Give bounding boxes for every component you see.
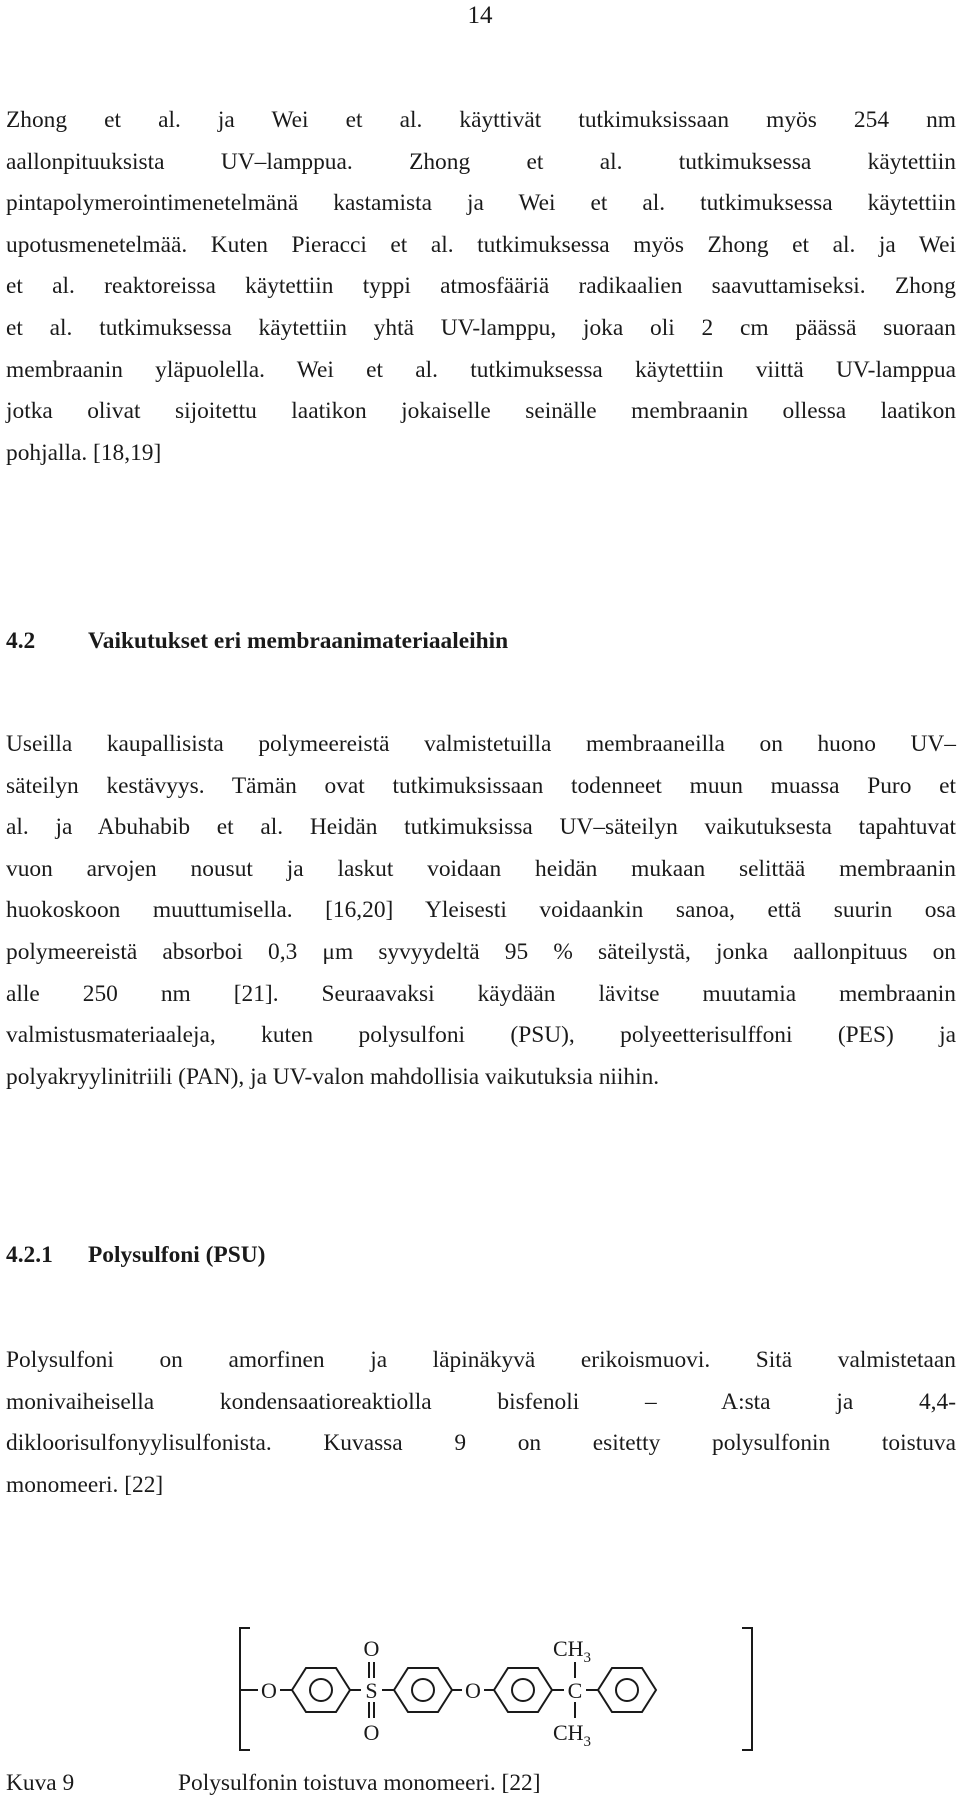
text-line: al. ja Abuhabib et al. Heidän tutkimuksissa UV–säteilyn vaikutuksesta tapahtuvat: [6, 814, 956, 841]
figure-caption: [6, 1768, 541, 1798]
text-line: Polysulfoni on amorfinen ja läpinäkyvä erikoismuovi. Sitä valmistetaan: [6, 1347, 956, 1373]
benzene-ring-1: [292, 1668, 350, 1712]
methyl-top-label: CH: [552, 1636, 584, 1661]
sulfur-atom: S: [365, 1678, 378, 1703]
figure-caption-label: Kuva 9: [6, 1770, 75, 1796]
benzene-ring-2: [394, 1668, 452, 1712]
text-line: huokoskoon muuttumisella. [16,20] Yleisesti voidaankin sanoa, että suurin osa: [6, 897, 956, 924]
figure-caption-text: Polysulfonin toistuva monomeeri. [22]: [178, 1770, 541, 1796]
text-line: et al. tutkimuksessa käytettiin yhtä UV-lamppu, joka oli 2 cm päässä suoraan: [6, 314, 956, 341]
text-line: dikloorisulfonyylisulfonista. Kuvassa 9 on esitetty polysulfonin toistuva: [6, 1430, 956, 1457]
text-line: upotusmenetelmää. Kuten Pieracci et al. tutkimuksessa myös Zhong et al. ja Wei: [6, 231, 956, 258]
methyl-bottom-group: [553, 1720, 591, 1750]
text-line: monivaiheisella kondensaatioreaktiolla bisfenoli – A:sta ja 4,4-: [6, 1388, 956, 1415]
text-line: pohjalla. [18,19]: [6, 439, 162, 466]
oxygen-top-atom: O: [363, 1636, 380, 1661]
section-heading-4-2: [6, 626, 508, 656]
text-line: polymeereistä absorboi 0,3 μm syvyydeltä 95 % säteilystä, jonka aallonpituus on: [6, 938, 956, 965]
carbon-atom: C: [567, 1678, 583, 1703]
paragraph-intro: [6, 100, 956, 474]
methyl-top-subscript: 3: [583, 1650, 592, 1666]
section-title: Polysulfoni (PSU): [88, 1242, 266, 1268]
benzene-ring-3: [494, 1668, 552, 1712]
text-line: Zhong et al. ja Wei et al. käyttivät tutkimuksissaan myös 254 nm: [6, 107, 956, 133]
methyl-top-group: [553, 1636, 591, 1666]
text-line: Useilla kaupallisista polymeereistä valmistetuilla membraaneilla on huono UV–: [6, 731, 956, 757]
text-line: et al. reaktoreissa käytettiin typpi atmosfääriä radikaalien saavuttamiseksi. Zhong: [6, 273, 956, 300]
right-bracket: [742, 1628, 752, 1750]
section-heading-4-2-1: [6, 1240, 265, 1270]
text-line: alle 250 nm [21]. Seuraavaksi käydään lävitse muutamia membraanin: [6, 980, 956, 1007]
oxygen-bottom-atom: O: [363, 1720, 380, 1745]
benzene-ring-4: [598, 1668, 656, 1712]
paragraph-polysulfone: [6, 1340, 956, 1506]
text-line: pintapolymerointimenetelmänä kastamista ja Wei et al. tutkimuksessa käytettiin: [6, 190, 956, 217]
text-line: membraanin yläpuolella. Wei et al. tutkimuksessa käytettiin viittä UV-lamppua: [6, 356, 956, 383]
polysulfone-structure-figure: [236, 1622, 756, 1758]
methyl-bottom-subscript: 3: [583, 1734, 592, 1750]
section-number: 4.2: [6, 628, 36, 654]
section-title: Vaikutukset eri membraanimateriaaleihin: [88, 628, 509, 654]
text-line: jotka olivat sijoitettu laatikon jokaiselle seinälle membraanin ollessa laatikon: [6, 398, 956, 425]
text-line: monomeeri. [22]: [6, 1471, 164, 1498]
page-number: 14: [467, 2, 493, 29]
section-number: 4.2.1: [6, 1242, 53, 1268]
oxygen-left-atom: O: [261, 1678, 277, 1703]
text-line: valmistusmateriaaleja, kuten polysulfoni (PSU), polyeetterisulffoni (PES) ja: [6, 1022, 956, 1049]
text-line: aallonpituuksista UV–lamppua. Zhong et al. tutkimuksessa käytettiin: [6, 148, 956, 175]
methyl-bottom-label: CH: [552, 1720, 584, 1745]
text-line: vuon arvojen nousut ja laskut voidaan heidän mukaan selittää membraanin: [6, 855, 956, 882]
oxygen-ether-atom: O: [465, 1678, 481, 1703]
paragraph-materials: [6, 724, 956, 1098]
text-line: polyakryylinitriili (PAN), ja UV-valon mahdollisia vaikutuksia niihin.: [6, 1063, 660, 1090]
text-line: säteilyn kestävyys. Tämän ovat tutkimuksissaan todenneet muun muassa Puro et: [6, 772, 956, 799]
